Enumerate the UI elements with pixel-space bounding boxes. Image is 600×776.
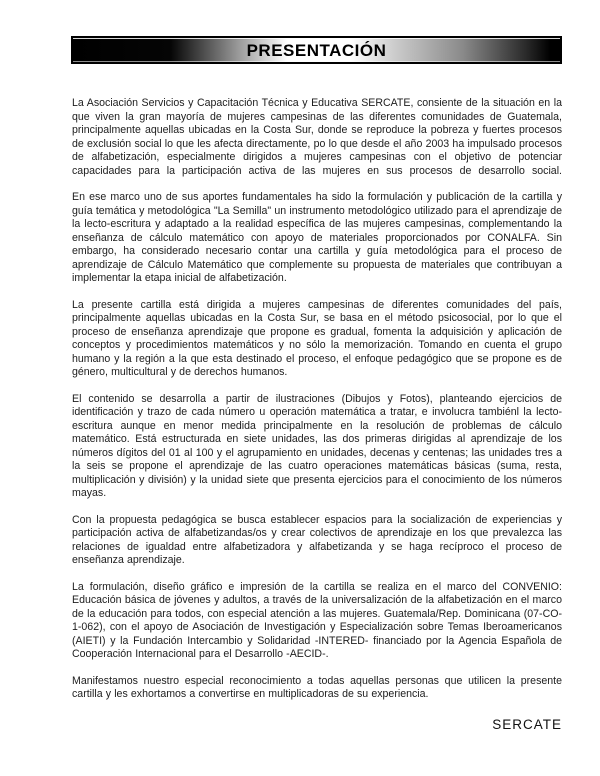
document-body	[72, 97, 562, 732]
paragraph-reconocimiento: Manifestamos nuestro especial reconocimiento a todas aquellas personas que utilicen la presente cartilla y les exhortamos a convertirse en multiplicadoras de su experiencia.	[72, 674, 562, 700]
paragraph-contenido-unidades: El contenido se desarrolla a partir de ilustraciones (Dibujos y Fotos), planteando ejercicios de identificación y trazo de cada número u operación matemática a tratar, e involucra tambiénl la lecto-escritura aunque en menor medida principalmente en la resolución de problemas de cálculo matemático. Está estructurada en siete unidades, las dos primeras dirigidas al aprendizaje de los números dígitos del 01 al 100 y el agrupamiento en unidades, decenas y centenas; las unidades tres a la seis se propone el aprendizaje de las cuatro operaciones matemáticas básicas (suma, resta, multiplicación y división) y la unidad siete que presenta ejercicios para el conocimiento de los números mayas.	[72, 392, 562, 499]
paragraph-intro-sercate: La Asociación Servicios y Capacitación Técnica y Educativa SERCATE, consiente de la situación en la que viven la gran mayoría de mujeres campesinas de las diferentes comunidades de Guatemala, principalmente aquellas ubicadas en la Costa Sur, donde se reproduce la pobreza y fuertes procesos de exclusión social lo que les afecta directamente, po lo que desde el año 2003 ha impulsado procesos de alfabetización, especialmente dirigidos a mujeres campesinas con el objetivo de potenciar capacidades para la participación activa de las mujeres en sus procesos de desarrollo social.	[72, 97, 562, 177]
paragraph-convenio: La formulación, diseño gráfico e impresión de la cartilla se realiza en el marco del CONVENIO: Educación básica de jóvenes y adultos, a través de la universalización de la alfabetización en el marco de la educación para todos, con especial atención a las mujeres. Guatemala/Rep. Dominicana (07-CO-1-062), con el apoyo de Asociación de Investigación y Especialización sobre Temas Iberoamericanos (AIETI) y la Fundación Intercambio y Solidaridad -INTERED- financiado por la Agencia Española de Cooperación Internacional para el Desarrollo -AECID-.	[72, 580, 562, 660]
paragraph-propuesta-pedagogica: Con la propuesta pedagógica se busca establecer espacios para la socialización de experiencias y participación activa de alfabetizandas/os y crear colectivos de aprendizaje en los que prevalezca las relaciones de igualdad entre alfabetizadora y alfabetizanda y se haga recíproco el proceso de enseñanza aprendizaje.	[72, 513, 562, 566]
presentation-title-banner	[71, 36, 562, 64]
paragraph-metodo-psicosocial: La presente cartilla está dirigida a mujeres campesinas de diferentes comunidades del país, principalmente aquellas ubicadas en la Costa Sur, se basa en el método psicosocial, por lo que el proceso de enseñanza aprendizaje que propone es gradual, fomenta la adquisición y aplicación de conceptos y procedimientos matemáticos y no sólo la memorización. Tomando en cuenta el grupo humano y la región a la que esta destinado el proceso, el enfoque pedagógico que se propone es de género, multicultural y de derechos humanos.	[72, 298, 562, 378]
signature-sercate: SERCATE	[492, 716, 562, 732]
paragraph-la-semilla: En ese marco uno de sus aportes fundamentales ha sido la formulación y publicación de la cartilla y guía temática y metodológica "La Semilla" un instrumento metodológico utilizado para el aprendizaje de la lecto-escritura y adaptado a la realidad específica de las mujeres campesinas, complementando la enseñanza de cálculo matemático con apoyo de materiales proporcionados por CONALFA. Sin embargo, ha considerado necesario contar una cartilla y guía metodológica para el proceso de aprendizaje de Cálculo Matemático que complemente su propuesta de materiales que contribuyan a implementar la etapa inicial de alfabetización.	[72, 191, 562, 284]
page-title: PRESENTACIÓN	[246, 40, 387, 60]
